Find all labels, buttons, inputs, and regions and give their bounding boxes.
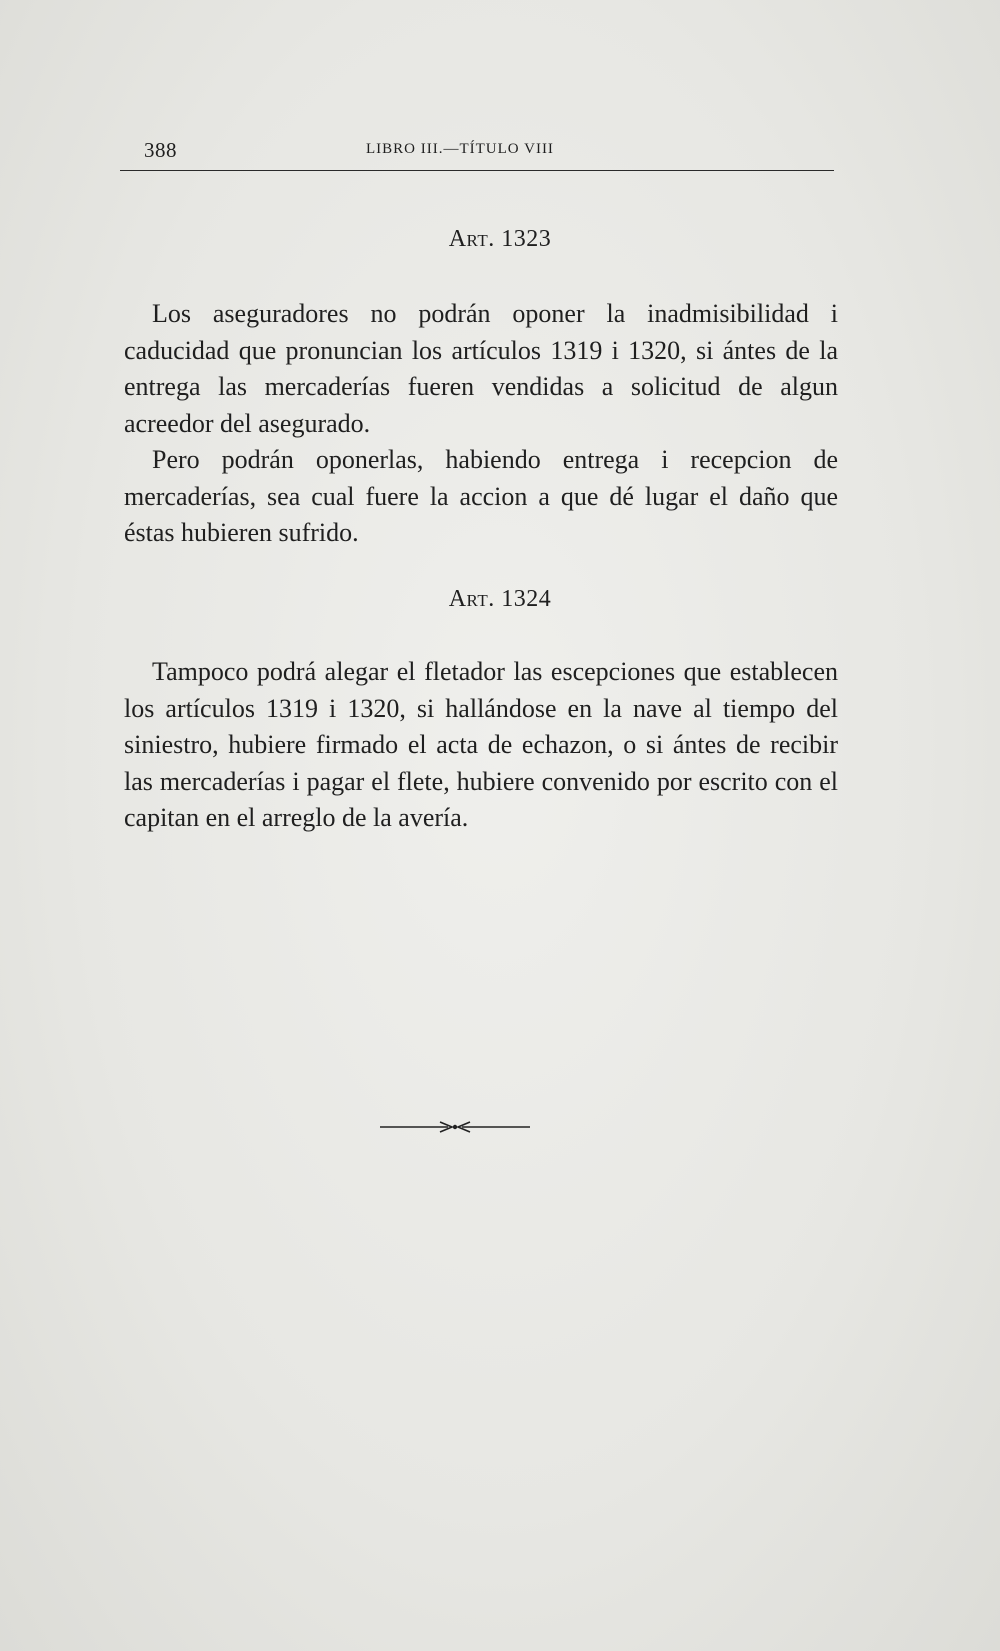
running-head: LIBRO III.—TÍTULO VIII	[366, 141, 554, 157]
article-number: 1323	[501, 226, 552, 252]
ornament-divider-icon	[380, 1120, 530, 1134]
article-heading-1324	[0, 586, 1000, 613]
article-1323-paragraph-1: Los aseguradores no podrán oponer la inadmisibilidad i caducidad que pronuncian los artículos 1319 i 1320, si ántes de la entrega las mercaderías fueren vendidas a solicitud de algun acreedor del asegurado.	[124, 299, 838, 438]
article-1323-paragraph-2: Pero podrán oponerlas, habiendo entrega i recepcion de mercaderías, sea cual fuere la accion a que dé lugar el daño que éstas hubieren sufrido.	[124, 445, 838, 547]
page-header	[120, 136, 834, 171]
article-label: Art.	[448, 226, 495, 252]
page-number: 388	[144, 138, 177, 162]
article-heading-1323	[0, 226, 1000, 253]
article-label: Art.	[448, 586, 495, 612]
article-1324-paragraph-1: Tampoco podrá alegar el fletador las escepciones que establecen los artículos 1319 i 1320, si hallándose en la nave al tiempo del siniestro, hubiere firmado el acta de echazon, o si ántes de recibir las mercaderías i pagar el flete, hubiere convenido por escrito con el capitan en el arreglo de la avería.	[124, 657, 838, 832]
article-number: 1324	[501, 586, 552, 612]
